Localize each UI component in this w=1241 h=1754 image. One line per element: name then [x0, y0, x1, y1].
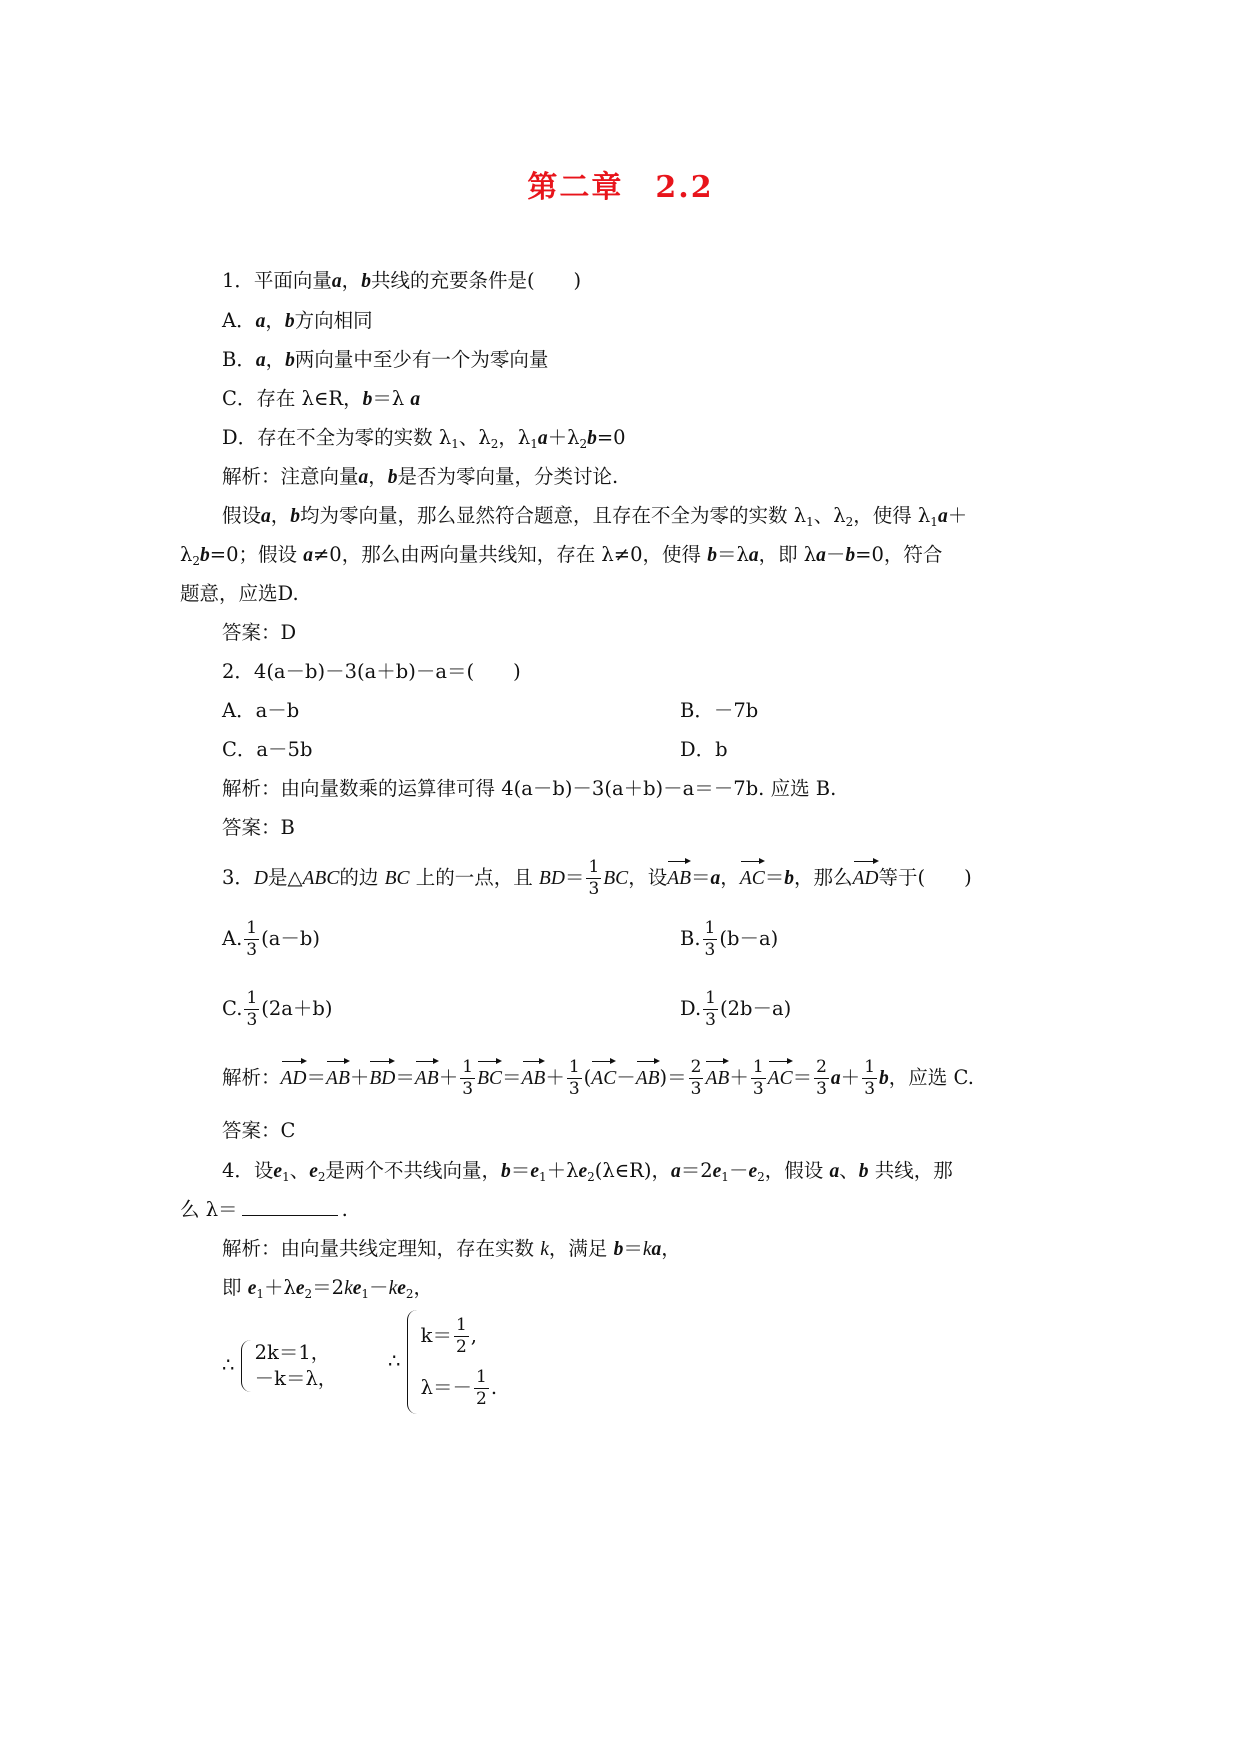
q1-option-d: D．存在不全为零的实数 $\lambda_1$、$\lambda_2$，$\lambda_1a+\lambda_2b=0$	[222, 426, 626, 451]
q2-stem: 2．4(a－b)－3(a＋b)－a＝( )	[222, 660, 521, 683]
q2-option-b: B．－7b	[680, 699, 759, 722]
q1-option-c: C．存在 λ∈R，b＝λ a	[222, 387, 421, 410]
q4-system: ∴ 2k＝1， －k＝λ，	[222, 1341, 338, 1390]
q4-analysis: 解析：由向量共线定理知，存在实数 k，满足 b＝ka，	[222, 1237, 681, 1260]
q3-option-a: A. $\frac{1}{3}$ (a－b)	[222, 918, 320, 960]
q1-explanation-line1: 假设a，b均为零向量，那么显然符合题意，且存在不全为零的实数 $\lambda_1$、$\lambda_2$，使得 $\lambda_1a+$	[222, 504, 968, 529]
q4-equation: 即 $e_1+\lambda e_2=2ke_1-ke_2$，	[222, 1276, 434, 1301]
q3-answer: 答案：C	[222, 1119, 296, 1142]
q1-option-b: B．a，b两向量中至少有一个为零向量	[222, 348, 549, 371]
q3-option-d: D. $\frac{1}{3}$ (2b－a)	[680, 988, 792, 1030]
q1-analysis: 解析：注意向量a，b是否为零向量，分类讨论.	[222, 465, 619, 488]
q3-option-b: B. $\frac{1}{3}$ (b－a)	[680, 918, 779, 960]
answer-blank	[242, 1197, 338, 1216]
q1-explanation-line2: $\lambda_2b=0$；假设 a≠0，那么由两向量共线知，存在 λ≠0，使得 b＝λa，即 λa－b=0，符合	[180, 543, 943, 568]
q1-option-a: A．a，b方向相同	[222, 309, 373, 332]
q1-stem: 1．平面向量a，b共线的充要条件是( )	[222, 269, 582, 292]
q4-stem-line2: 么 λ＝ .	[180, 1198, 348, 1221]
q2-option-c: C．a－5b	[222, 738, 313, 761]
q2-option-a: A．a－b	[222, 699, 300, 722]
q1-explanation-line3: 题意，应选D.	[180, 582, 299, 605]
q2-answer: 答案：B	[222, 816, 295, 839]
q3-analysis: 解析：AD＝AB＋BD＝AB＋ $\frac{1}{3}$ BC＝AB＋ $\frac{1}{3}$ (AC－AB)＝ $\frac{2}{3}$ AB＋ $\frac{1}{3}$ AC＝ $\frac{2}{3}$ a＋ $\frac{1}{3}$ b，应选 C.	[222, 1057, 974, 1099]
fraction-one-third: $\frac{1}{3}$	[588, 857, 600, 899]
q1-answer: 答案：D	[222, 621, 297, 644]
q3-option-c: C. $\frac{1}{3}$ (2a＋b)	[222, 988, 333, 1030]
equation-system: 2k＝1， －k＝λ，	[241, 1340, 338, 1392]
q4-stem-line1: 4．设$e_1$、$e_2$是两个不共线向量，$b=e_1+\lambda e_2(\lambda\in R)$，$a=2e_1-e_2$，假设 a、b 共线，那	[222, 1159, 953, 1184]
q4-solution: ∴ k＝ $\frac{1}{2}$ , λ＝－ $\frac{1}{2}$ .	[388, 1310, 497, 1414]
page-title: 第二章 2.2	[527, 170, 714, 205]
q2-analysis: 解析：由向量数乘的运算律可得 4(a－b)－3(a＋b)－a＝－7b. 应选 B.	[222, 777, 837, 800]
solution-system: k＝ $\frac{1}{2}$ , λ＝－ $\frac{1}{2}$ .	[407, 1310, 497, 1414]
q3-stem: 3．D是△ABC的边 BC 上的一点，且 BD＝ $\frac{1}{3}$ BC，设AB＝a，AC＝b，那么AD等于( )	[222, 857, 972, 899]
q2-option-d: D．b	[680, 738, 728, 761]
